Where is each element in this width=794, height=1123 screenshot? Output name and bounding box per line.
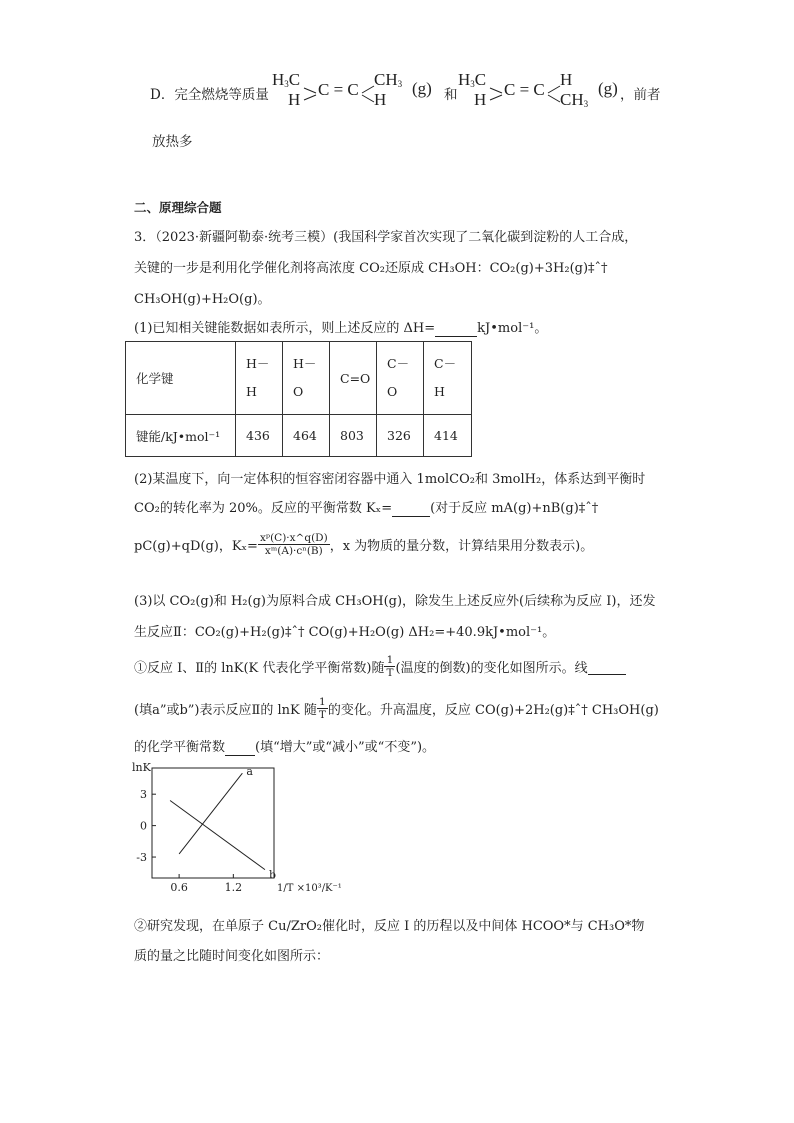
kx-fraction: $\frac{\text{xᵖ(C)·x\textasciicircum{}q(D)}}{\text{xᵐ(A)·cⁿ(B)}}$ (259, 532, 328, 557)
answer-blank-dh[interactable] (435, 321, 477, 337)
p2-line3: pC(g)+qD(g)，Kₓ= $\frac{\text{xᵖ(C)·x\textasciicircum{}q(D)}}{\text{xᵐ(A)·cⁿ(B)}}$ ，x 为物质的量分数，计算结果用分数表示)。 (134, 532, 594, 557)
energy-cell: 803 (330, 415, 377, 457)
y-axis-label: lnK (132, 761, 151, 774)
p3-line1: (3)以 CO₂(g)和 H₂(g)为原料合成 CH₃OH(g)，除发生上述反应外(后续称为反应 I)，还发 (134, 594, 656, 609)
option-d-line2: 放热多 (152, 134, 193, 150)
molecule-cis-2-butene: $H_3C$ H C = C $CH_3$ H (g) (272, 72, 442, 112)
bond-cell: C－ O (377, 342, 424, 415)
energy-cell: 414 (424, 415, 472, 457)
p4-line2: 质的量之比随时间变化如图所示： (134, 949, 330, 964)
q3-line3: CH₃OH(g)+H₂O(g)。 (134, 292, 271, 307)
y-tick-label: 0 (140, 819, 147, 833)
section-title: 二、原理综合题 (134, 200, 222, 215)
bond-cell: H－ H (236, 342, 283, 415)
energy-label: 键能/kJ•mol⁻¹ (126, 415, 236, 457)
option-d-prefix: D．完全燃烧等质量 (150, 87, 269, 103)
answer-blank-kx[interactable] (392, 501, 430, 517)
bond-cell: H－ O (283, 342, 330, 415)
chart-frame (152, 768, 274, 878)
series-label-b: b (268, 868, 277, 882)
bond-energy-table (125, 341, 472, 457)
option-d-conj: 和 (444, 87, 458, 103)
molecule-trans-2-butene: $H_3C$ H C = C H $CH_3$ (g) (458, 72, 628, 112)
option-d-line (150, 72, 670, 112)
p3-line2: 生反应Ⅱ：CO₂(g)+H₂(g)‡ˆ† CO(g)+H₂O(g) ΔH₂=+40.9kJ•mol⁻¹。 (134, 625, 556, 640)
p3-s2: (填a”或b”)表示反应Ⅱ的 lnK 随 $\frac{1}{T}$ 的变化。升高温度，反应 CO(g)+2H₂(g)‡ˆ† CH₃OH(g) (134, 696, 659, 721)
q3-line1: 3．（2023·新疆阿勒泰·统考三模）(我国科学家首次实现了二氧化碳到淀粉的人工合成， (134, 230, 638, 245)
series-line-b (170, 800, 265, 869)
p3-s1: ①反应 I、Ⅱ的 lnK(K 代表化学平衡常数)随 $\frac{1}{T}$ (温度的倒数)的变化如图所示。线 (134, 654, 626, 679)
energy-cell: 464 (283, 415, 330, 457)
table-header-label: 化学键 (126, 342, 236, 415)
q3-line2: 关键的一步是利用化学催化剂将高浓度 CO₂还原成 CH₃OH：CO₂(g)+3H₂(g)‡ˆ† (134, 261, 608, 276)
p2-line2: CO₂的转化率为 20%。反应的平衡常数 Kₓ= (对于反应 mA(g)+nB(g)‡ˆ† (134, 501, 599, 516)
p4-line1: ②研究发现，在单原子 Cu/ZrO₂催化时，反应 I 的历程以及中间体 HCOO*与 CH₃O*物 (134, 919, 645, 934)
series-label-a: a (246, 765, 253, 779)
molecule-2-bonds (458, 72, 628, 112)
x-tick-label: 0.6 (170, 881, 188, 894)
molecule-1-bonds (272, 72, 442, 112)
option-d-suffix: ，前者 (620, 87, 661, 103)
bond-cell: C=O (330, 342, 377, 415)
answer-blank-k[interactable] (225, 740, 255, 756)
x-axis-label: 1/T ×10³/K⁻¹ (277, 883, 342, 894)
energy-cell: 436 (236, 415, 283, 457)
bond-cell: C－ H (424, 342, 472, 415)
p1-line: (1)已知相关键能数据如表所示，则上述反应的 ΔH= kJ•mol⁻¹。 (134, 321, 548, 336)
y-tick-label: 3 (140, 788, 147, 802)
p2-line1: (2)某温度下，向一定体积的恒容密闭容器中通入 1molCO₂和 3molH₂，体系达到平衡时 (134, 472, 646, 487)
answer-blank-line[interactable] (588, 659, 626, 675)
x-tick-label: 1.2 (224, 881, 243, 894)
energy-cell: 326 (377, 415, 424, 457)
lnk-chart (130, 760, 350, 900)
p3-s3: 的化学平衡常数 (填“增大”或“减小”或“不变”)。 (134, 740, 436, 755)
y-tick-label: -3 (136, 851, 147, 865)
